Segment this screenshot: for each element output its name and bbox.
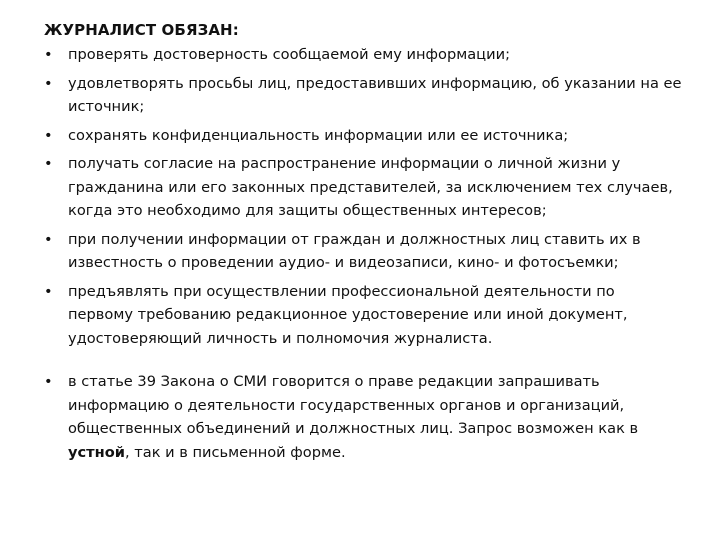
bullet-icon: • <box>44 282 53 300</box>
slide-content <box>44 20 684 469</box>
emphasis-text: устной <box>68 443 125 461</box>
list-item <box>44 72 684 119</box>
bullet-icon: • <box>44 373 53 390</box>
list-item-law-article <box>44 370 684 464</box>
bullet-icon: • <box>44 46 53 63</box>
list-item-text: сохранять конфиденциальность информации или ее источника; <box>68 126 569 144</box>
bullet-icon: • <box>44 74 53 92</box>
list-item-text-before: в статье 39 Закона о СМИ говорится о праве редакции запрашивать информацию о деятельности государственных органов и организаций, общественных объединений и должностных лиц. Запрос возможен как в <box>68 373 639 437</box>
list-item <box>44 152 684 223</box>
bullet-icon: • <box>44 155 53 172</box>
list-item-text: удовлетворять просьбы лиц, предоставивших информацию, об указании на ее источник; <box>68 74 682 115</box>
list-item-text: получать согласие на распространение информации о личной жизни у гражданина или его законных представителей, за исключением тех случаев, когда это необходимо для защиты общественных интересов; <box>68 155 673 219</box>
duties-list <box>44 43 684 464</box>
list-item <box>44 124 684 148</box>
list-item-text: при получении информации от граждан и должностных лиц ставить их в известность о проведении аудио- и видеозаписи, кино- и фотосъемки; <box>68 230 641 271</box>
list-item <box>44 43 684 67</box>
list-item-text-after: , так и в письменной форме. <box>124 443 346 461</box>
list-item <box>44 228 684 275</box>
list-item <box>44 280 684 351</box>
slide-title: ЖУРНАЛИСТ ОБЯЗАН: <box>44 21 239 39</box>
bullet-icon: • <box>44 230 53 248</box>
bullet-icon: • <box>44 126 53 144</box>
list-item-text: проверять достоверность сообщаемой ему информации; <box>68 46 510 63</box>
list-item-text: предъявлять при осуществлении профессиональной деятельности по первому требованию редакционное удостоверение или иной документ, удостоверяющий личность и полномочия журналиста. <box>68 282 628 347</box>
